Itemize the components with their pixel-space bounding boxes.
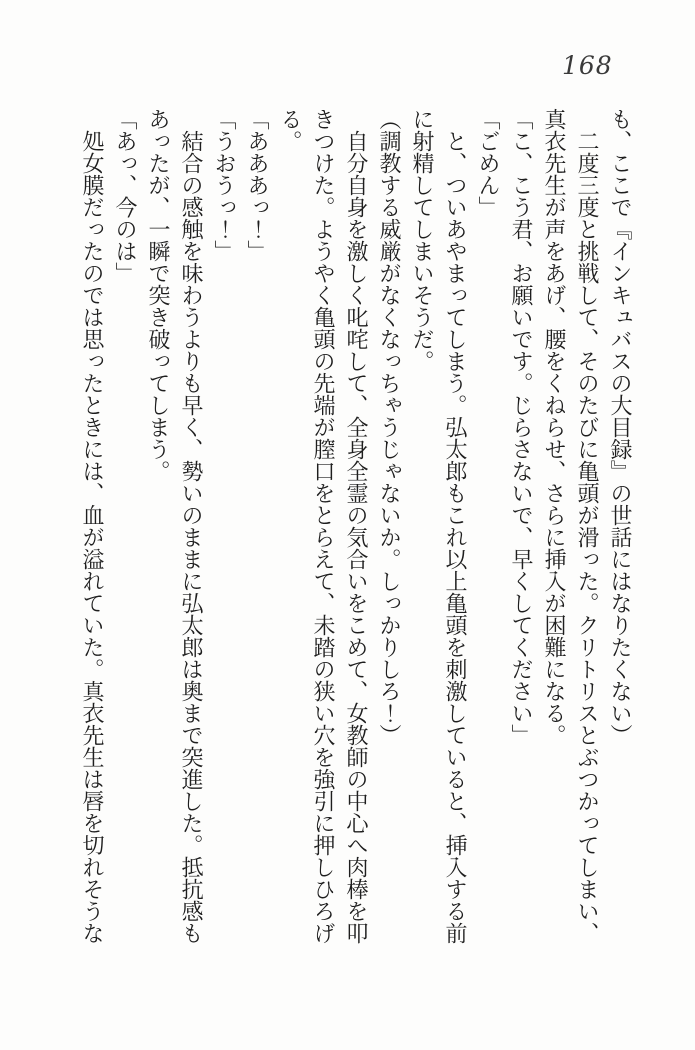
dialogue-line: 「こ、こう君、お願いです。じらさないで、早くしてください」 bbox=[508, 108, 533, 746]
paragraph: 結合の感触を味わうよりも早く、勢いのままに弘太郎は奥まで突進した。抵抗感もあったが、一瞬で突き破ってしまう。 bbox=[145, 108, 203, 944]
page-number: 168 bbox=[562, 51, 613, 80]
dialogue-line: 「うおうっ！」 bbox=[211, 108, 236, 262]
paragraph: 自分自身を激しく叱咤して、全身全霊の気合いをこめて、女教師の中心へ肉棒を叩きつけた。ようやく亀頭の先端が膣口をとらえて、未踏の狭い穴を強引に押しひろげる。 bbox=[277, 108, 368, 944]
vertical-text-block bbox=[75, 108, 636, 944]
paragraph: 処女膜だったのでは思ったときには、血が溢れていた。真衣先生は唇を切れそうな bbox=[79, 130, 104, 944]
paragraph: 二度三度と挑戦して、そのたびに亀頭が滑った。クリトリスとぶつかってしまい、真衣先生が声をあげ、腰をくねらせ、さらに挿入が困難になる。 bbox=[541, 108, 599, 944]
paragraph: と、ついあやまってしまう。弘太郎もこれ以上亀頭を刺激していると、挿入する前に射精してしまいそうだ。 bbox=[409, 108, 467, 944]
dialogue-line: 「ごめん」 bbox=[475, 108, 500, 218]
dialogue-line: 「あああっ！」 bbox=[244, 108, 269, 262]
dialogue-line: 「あっ、今のは」 bbox=[112, 108, 137, 284]
paragraph-continuation: も、ここで『インキュバスの大目録』の世話にはなりたくない） bbox=[607, 108, 632, 746]
inner-thought-line: （調教する威厳がなくなっちゃうじゃないか。しっかりしろ！） bbox=[376, 108, 401, 746]
